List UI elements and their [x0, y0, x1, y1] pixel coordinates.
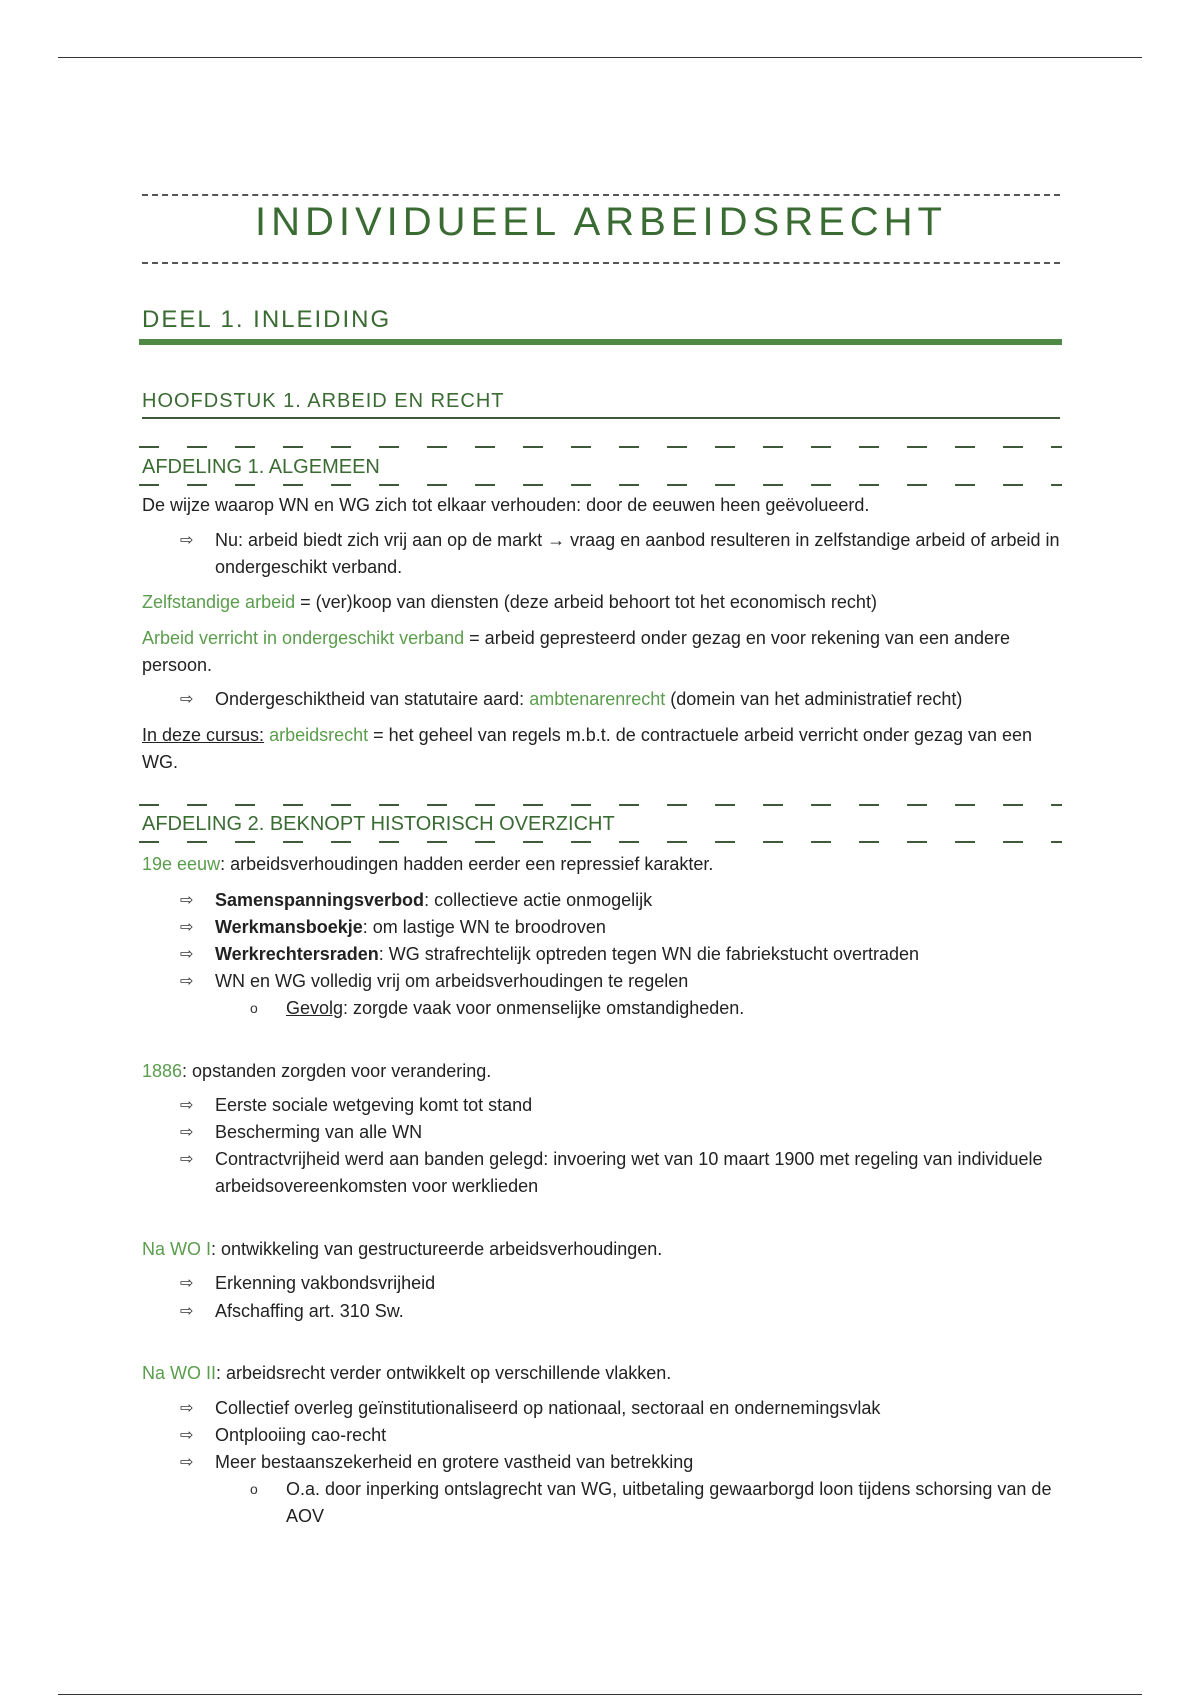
afdeling1-dash-top — [139, 446, 1062, 448]
list-item: ⇨ Eerste sociale wetgeving komt tot stand — [180, 1092, 1060, 1119]
deel-underline — [139, 339, 1062, 345]
arrow-right-icon: ⇨ — [180, 973, 194, 990]
arrow-right-icon: ⇨ — [180, 1151, 194, 1168]
deel-heading: DEEL 1. INLEIDING — [142, 306, 392, 333]
afdeling1-heading: AFDELING 1. ALGEMEEN — [142, 456, 380, 478]
list-item: ⇨ Nu: arbeid biedt zich vrij aan op de markt → vraag en aanbod resulteren in zelfstandige arbeid of arbeid in ondergeschikt verband. — [180, 527, 1060, 581]
sub-list-item: o O.a. door inperking ontslagrecht van WG, uitbetaling gewaarborgd loon tijdens schorsing van de AOV — [250, 1476, 1060, 1530]
hoofdstuk-heading: HOOFDSTUK 1. ARBEID EN RECHT — [142, 390, 505, 412]
sub-list-item: o Gevolg: zorgde vaak voor onmenselijke omstandigheden. — [250, 995, 1060, 1022]
arrow-right-icon: ⇨ — [180, 1124, 194, 1141]
list-item: ⇨ Ondergeschiktheid van statutaire aard: ambtenarenrecht (domein van het administratief recht) — [180, 686, 1060, 713]
list-item: ⇨ WN en WG volledig vrij om arbeidsverhoudingen te regelen — [180, 968, 1060, 995]
afdeling1-intro: De wijze waarop WN en WG zich tot elkaar verhouden: door de eeuwen heen geëvolueerd. — [142, 495, 870, 515]
title-dash-bottom — [142, 262, 1060, 264]
arrow-right-icon: ⇨ — [180, 1097, 194, 1114]
paragraph-1886: 1886: opstanden zorgden voor verandering. — [142, 1061, 492, 1081]
circle-bullet-icon: o — [250, 1000, 258, 1016]
list-item: ⇨ Erkenning vakbondsvrijheid — [180, 1270, 1060, 1297]
document-title: INDIVIDUEEL ARBEIDSRECHT — [255, 200, 947, 244]
hoofdstuk-underline — [142, 417, 1060, 419]
paragraph-na-wo-i: Na WO I: ontwikkeling van gestructureerde arbeidsverhoudingen. — [142, 1239, 663, 1259]
list-item: ⇨ Contractvrijheid werd aan banden gelegd: invoering wet van 10 maart 1900 met regeling van individuele arbeidsovereenkomsten voor werklieden — [180, 1146, 1060, 1200]
arrow-right-icon: ⇨ — [180, 946, 194, 963]
arrow-right-icon: ⇨ — [180, 1454, 194, 1471]
arrow-right-icon: ⇨ — [180, 691, 194, 708]
zelfstandige-arbeid-definition: Zelfstandige arbeid = (ver)koop van diensten (deze arbeid behoort tot het economisch recht) — [142, 592, 877, 612]
ondergeschikt-definition: Arbeid verricht in ondergeschikt verband = arbeid gepresteerd onder gezag en voor rekening van een andere persoon. — [142, 628, 1011, 675]
afdeling2-dash-top — [139, 804, 1062, 806]
arrow-right-icon: ⇨ — [180, 1400, 194, 1417]
list-item: ⇨ Collectief overleg geïnstitutionaliseerd op nationaal, sectoraal en ondernemingsvlak — [180, 1395, 1060, 1422]
paragraph-19e-eeuw: 19e eeuw: arbeidsverhoudingen hadden eerder een repressief karakter. — [142, 854, 714, 874]
list-item: ⇨ Werkmansboekje: om lastige WN te broodroven — [180, 914, 1060, 941]
arrow-right-icon: ⇨ — [180, 1303, 194, 1320]
arrow-right-icon: ⇨ — [180, 892, 194, 909]
list-item: ⇨ Meer bestaanszekerheid en grotere vastheid van betrekking — [180, 1449, 1060, 1476]
title-dash-top — [142, 194, 1060, 196]
list-item: ⇨ Afschaffing art. 310 Sw. — [180, 1298, 1060, 1325]
page-top-rule — [58, 57, 1142, 58]
afdeling2-heading: AFDELING 2. BEKNOPT HISTORISCH OVERZICHT — [142, 813, 615, 835]
list-item: ⇨ Samenspanningsverbod: collectieve actie onmogelijk — [180, 887, 1060, 914]
cursus-definition: In deze cursus: arbeidsrecht = het geheel van regels m.b.t. de contractuele arbeid verricht onder gezag van een WG. — [142, 725, 1033, 772]
list-item: ⇨ Bescherming van alle WN — [180, 1119, 1060, 1146]
arrow-right-icon: ⇨ — [180, 532, 194, 549]
afdeling1-dash-bottom — [139, 484, 1062, 486]
arrow-right-icon: ⇨ — [180, 1275, 194, 1292]
arrow-right-icon: ⇨ — [180, 1427, 194, 1444]
list-item: ⇨ Ontplooiing cao-recht — [180, 1422, 1060, 1449]
page-bottom-rule — [58, 1694, 1142, 1695]
paragraph-na-wo-ii: Na WO II: arbeidsrecht verder ontwikkelt op verschillende vlakken. — [142, 1363, 672, 1383]
list-item: ⇨ Werkrechtersraden: WG strafrechtelijk optreden tegen WN die fabriekstucht overtraden — [180, 941, 1060, 968]
afdeling2-dash-bottom — [139, 841, 1062, 843]
arrow-right-icon: ⇨ — [180, 919, 194, 936]
circle-bullet-icon: o — [250, 1481, 258, 1497]
